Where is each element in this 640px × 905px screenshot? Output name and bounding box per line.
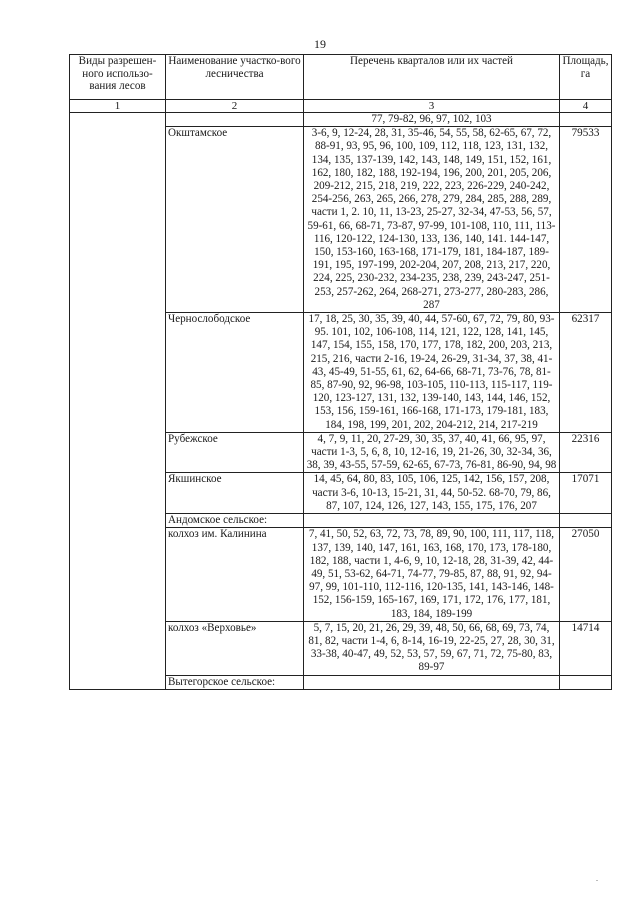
quarters-list: 77, 79-82, 96, 97, 102, 103 bbox=[304, 113, 560, 127]
forestry-name: колхоз «Верховье» bbox=[166, 621, 304, 675]
header-area: Площадь, га bbox=[560, 55, 612, 100]
page-number: 19 bbox=[314, 37, 326, 51]
forest-quarters-table bbox=[69, 54, 612, 690]
area-value: 17071 bbox=[560, 473, 612, 514]
area-value: 27050 bbox=[560, 528, 612, 621]
forestry-name bbox=[166, 113, 304, 127]
use-type-cell bbox=[70, 113, 166, 690]
scan-speck bbox=[596, 880, 598, 881]
column-number: 3 bbox=[304, 100, 560, 113]
quarters-list: 17, 18, 25, 30, 35, 39, 40, 44, 57-60, 67, 72, 79, 80, 93-95. 101, 102, 106-108, 114, 121, 122, 128, 141, 145, 147, 154, 155, 158, 170, 177, 178, 182, 200, 203, 213, 215, 216, части 2-16, 19-24, 26-29, 31-34, 37, 38, 41-43, 45-49, 51-55, 61, 62, 64-66, 68-71, 73-76, 78, 81-85, 87-90, 92, 96-98, 103-105, 110-113, 115-117, 119-120, 123-127, 131, 132, 139-140, 143, 144, 146, 152, 153, 156, 159-161, 166-168, 171-173, 179-181, 183, 184, 198, 199, 201, 202, 204-212, 214, 217-219 bbox=[304, 313, 560, 433]
forestry-name: колхоз им. Калинина bbox=[166, 528, 304, 621]
area-value: 79533 bbox=[560, 127, 612, 313]
column-number: 2 bbox=[166, 100, 304, 113]
quarters-list: 14, 45, 64, 80, 83, 105, 106, 125, 142, 156, 157, 208, части 3-6, 10-13, 15-21, 31, 44, 50-52. 68-70, 79, 86, 87, 107, 124, 126, 127, 143, 155, 175, 176, 207 bbox=[304, 473, 560, 514]
area-value bbox=[560, 675, 612, 689]
area-value bbox=[560, 514, 612, 528]
column-number: 4 bbox=[560, 100, 612, 113]
quarters-list bbox=[304, 675, 560, 689]
quarters-list: 7, 41, 50, 52, 63, 72, 73, 78, 89, 90, 100, 111, 117, 118, 137, 139, 140, 147, 161, 163, 168, 170, 173, 178-180, 182, 188, части 1, 4-6, 9, 10, 12-18, 28, 31-39, 42, 44-49, 51, 53-62, 64-71, 74-77, 79-85, 87, 88, 91, 92, 94-97, 99, 101-110, 112-116, 120-135, 141, 143-146, 148-152, 156-159, 165-167, 169, 171, 172, 176, 177, 181, 183, 184, 189-199 bbox=[304, 528, 560, 621]
area-value: 14714 bbox=[560, 621, 612, 675]
column-number: 1 bbox=[70, 100, 166, 113]
forestry-name: Якшинское bbox=[166, 473, 304, 514]
section-heading: Андомское сельское: bbox=[166, 514, 304, 528]
header-quarters-list: Перечень кварталов или их частей bbox=[304, 55, 560, 100]
forestry-name: Чернослободское bbox=[166, 313, 304, 433]
forestry-name: Окштамское bbox=[166, 127, 304, 313]
header-use-type: Виды разрешен-ного использо-вания лесов bbox=[70, 55, 166, 100]
forestry-name: Рубежское bbox=[166, 432, 304, 473]
area-value: 22316 bbox=[560, 432, 612, 473]
column-number-row bbox=[70, 100, 612, 113]
quarters-list: 3-6, 9, 12-24, 28, 31, 35-46, 54, 55, 58, 62-65, 67, 72, 88-91, 93, 95, 96, 100, 109, 112, 118, 123, 131, 132, 134, 135, 137-139, 142, 143, 148, 149, 151, 152, 161, 162, 180, 182, 188, 192-194, 196, 200, 201, 205, 206, 209-212, 215, 218, 219, 222, 223, 226-229, 240-242, 254-256, 263, 265, 266, 278, 279, 284, 285, 288, 289, части 1, 2. 10, 11, 13-23, 25-27, 32-34, 47-53, 56, 57, 59-61, 66, 68-71, 73-87, 97-99, 101-108, 110, 111, 113-116, 120-122, 124-130, 133, 136, 140, 141. 144-147, 150, 153-160, 163-168, 171-179, 181, 184-187, 189-191, 195, 197-199, 202-204, 207, 208, 213, 217, 220, 224, 225, 230-232, 234-235, 238, 239, 243-247, 251-253, 257-262, 264, 268-271, 273-277, 280-283, 286, 287 bbox=[304, 127, 560, 313]
area-value bbox=[560, 113, 612, 127]
header-forestry-name: Наименование участко-вого лесничества bbox=[166, 55, 304, 100]
table-row bbox=[70, 113, 612, 127]
quarters-list: 4, 7, 9, 11, 20, 27-29, 30, 35, 37, 40, 41, 66, 95, 97, части 1-3, 5, 6, 8, 10, 12-16, 19, 21-26, 30, 32-34, 36, 38, 39, 43-55, 57-59, 62-65, 67-73, 76-81, 86-90, 94, 98 bbox=[304, 432, 560, 473]
quarters-list bbox=[304, 514, 560, 528]
table-header-row bbox=[70, 55, 612, 100]
area-value: 62317 bbox=[560, 313, 612, 433]
quarters-list: 5, 7, 15, 20, 21, 26, 29, 39, 48, 50, 66, 68, 69, 73, 74, 81, 82, части 1-4, 6, 8-14, 16-19, 22-25, 27, 28, 30, 31, 33-38, 40-47, 49, 52, 53, 57, 59, 67, 71, 72, 75-80, 83, 89-97 bbox=[304, 621, 560, 675]
section-heading: Вытегорское сельское: bbox=[166, 675, 304, 689]
